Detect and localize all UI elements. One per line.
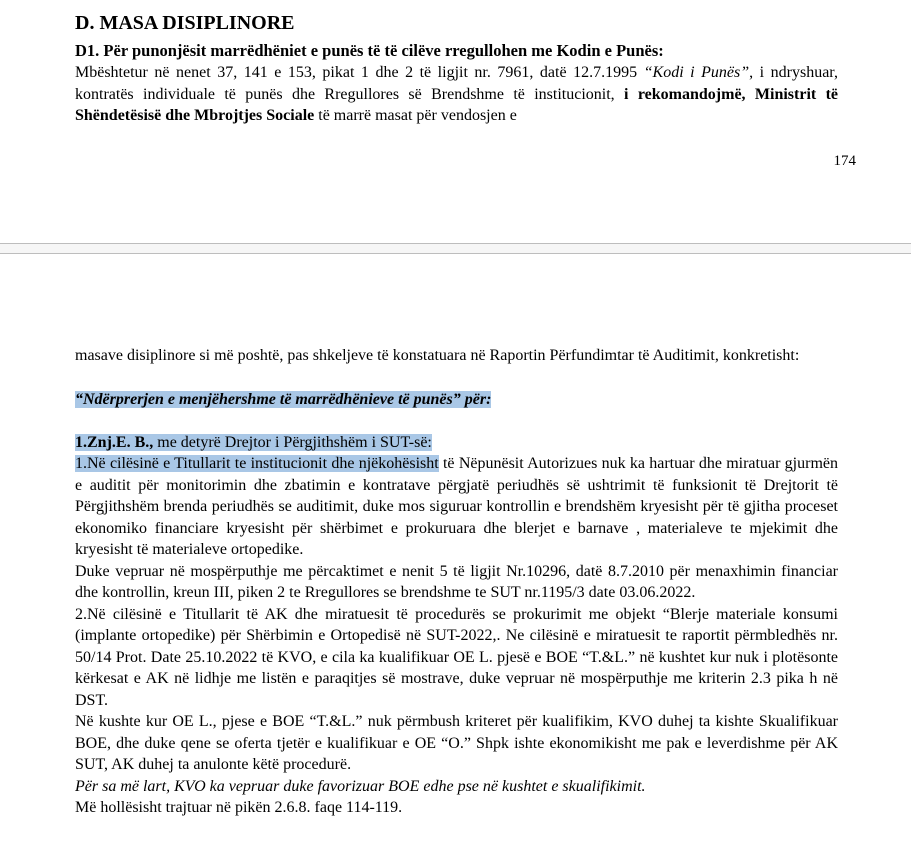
page-number: 174 (833, 153, 856, 169)
intro-paragraph: masave disiplinore si më poshtë, pas shkeljeve të konstatuara në Raportin Përfundimtar të Auditimit, konkretisht: (75, 347, 800, 364)
paragraph-run: , i ndryshuar, kontratës individuale të punës dhe Rregullores së Brendshme të institucionit, (75, 64, 838, 103)
reference-line: Më hollësisht trajtuar në pikën 2.6.8. faqe 114-119. (75, 799, 403, 816)
section-title: D. MASA DISIPLINORE (75, 12, 295, 34)
finding-1-highlight: 1.Në cilësinë e Titullarit te institucionit dhe njëkohësisht (75, 455, 439, 472)
termination-heading-highlight: “Ndërprerjen e menjëhershme të marrëdhënieve të punës” për: (75, 390, 492, 408)
legal-basis-paragraph-2: Duke vepruar në mospërputhje me përcaktimet e nenit 5 të ligjit Nr.10296, datë 8.7.2010 për menaxhimin financiar dhe kontrollin, kreun III, piken 2 te Rregullores se brendshme te SUT nr.1195/3 date 03.06.2022. (75, 562, 838, 601)
page-2-content (75, 345, 838, 819)
conclusion-italic-paragraph: Për sa më lart, KVO ka vepruar duke favorizuar BOE edhe pse në kushtet e skualifikimit. (75, 777, 646, 795)
law-title-italic: “Kodi i Punës” (643, 64, 750, 81)
person-line (75, 432, 838, 454)
legal-basis-paragraph (75, 62, 838, 127)
subsection-heading: D1. Për punonjësit marrëdhëniet e punës të të cilëve rregullohen me Kodin e Punës: (75, 41, 664, 60)
finding-1-paragraph (75, 453, 838, 561)
finding-2-paragraph: 2.Në cilësinë e Titullarit të AK dhe miratuesit të procedurës se prokurimit me objekt “Blerje materiale konsumi (implante ortopedike) për Shërbimin e Ortopedisë në SUT-2022,. Ne cilësinë e miratuesit te raportit përmbledhës nr. 50/14 Prot. Date 25.10.2022 të KVO, e cila ka kualifikuar OE L. pjesë e BOE “T.&L.” në kushtet kur nuk i plotësonte kërkesat e AK në lidhje me listën e paraqitjes së mostrave, duke vepruar në mospërputhje me kriterin 2.3 pika h në DST. (75, 605, 838, 709)
paragraph-run: të marrë masat për vendosjen e (314, 107, 517, 124)
finding-2b-paragraph: Në kushte kur OE L., pjese e BOE “T.&L.” nuk përmbush kriteret për kualifikim, KVO duhej ta kishte Skualifikuar BOE, dhe duke qene se oferta tjetër e kualifikuar e OE “O.” Shpk ishte ekonomikisht me pak e leverdishme për AK SUT, AK duhej ta anulonte këtë procedurë. (75, 713, 838, 773)
page-separator (0, 243, 911, 254)
finding-1-body: të Nëpunësit Autorizues nuk ka hartuar dhe miratuar gjurmën e auditit për monitorimin dhe zbatimin e kontratave përgjatë periudhës së ushtrimit të funksionit të Drejtorit të Përgjithshëm brenda periudhës se auditimit, duke mos siguruar kontrollin e brendshëm kryesisht për të gjitha proceset ekonomiko financiare kryesisht për shërbimet e prokuruara dhe blerjet e barnave , materialeve te mjekimit dhe kryesisht të materialeve ortopedike. (75, 455, 838, 558)
page-1-content (75, 10, 838, 127)
recommendation-bold: i rekomandojmë, Ministrit të Shëndetësisë dhe Mbrojtjes Sociale (75, 85, 839, 124)
person-role-highlight: me detyrë Drejtor i Përgjithshëm i SUT-së: (153, 433, 432, 451)
paragraph-run: Mbështetur në nenet 37, 141 e 153, pikat 1 dhe 2 të ligjit nr. 7961, datë 12.7.1995 (75, 64, 644, 81)
highlighted-heading (75, 389, 838, 411)
person-name-highlight: 1.Znj.E. B., (75, 433, 154, 451)
